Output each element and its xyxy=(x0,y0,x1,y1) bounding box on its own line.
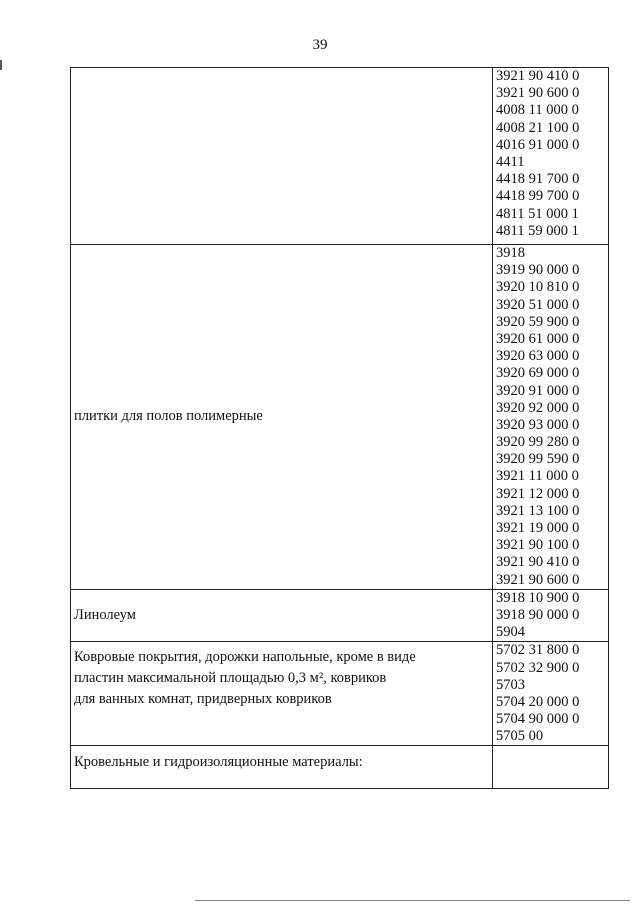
code-item: 5702 31 800 0 xyxy=(496,642,580,659)
code-item: 5703 xyxy=(496,676,525,693)
code-item: 3920 63 000 0 xyxy=(496,348,580,365)
code-item: 4411 xyxy=(496,153,525,170)
code-item: 3920 91 000 0 xyxy=(496,382,580,399)
code-item: 3920 93 000 0 xyxy=(496,416,580,433)
code-item: 5705 00 xyxy=(496,728,544,745)
code-item: 4418 99 700 0 xyxy=(496,188,580,205)
code-item: 3921 13 100 0 xyxy=(496,502,580,519)
code-item: 5904 xyxy=(496,624,525,641)
code-item: 3918 xyxy=(496,245,525,261)
codes-cell xyxy=(493,68,609,245)
code-item: 4016 91 000 0 xyxy=(496,136,580,153)
code-item: 4418 91 700 0 xyxy=(496,171,580,188)
codes-cell xyxy=(493,589,609,642)
code-item: 5704 20 000 0 xyxy=(496,693,580,710)
code-item: 3921 90 410 0 xyxy=(496,68,580,84)
table-row xyxy=(71,589,609,642)
description-cell xyxy=(71,68,493,245)
code-item: 4008 11 000 0 xyxy=(496,102,579,119)
code-item: 3921 12 000 0 xyxy=(496,485,580,502)
code-item: 3918 10 900 0 xyxy=(496,589,580,606)
table-row xyxy=(71,245,609,590)
description-cell xyxy=(71,642,493,746)
code-item: 3921 90 100 0 xyxy=(496,537,580,554)
code-item: 3921 11 000 0 xyxy=(496,468,579,485)
description-cell xyxy=(71,746,493,789)
code-item: 3921 90 600 0 xyxy=(496,85,580,102)
description-text: плитки для полов полимерные xyxy=(74,408,263,425)
code-item: 3920 69 000 0 xyxy=(496,365,580,382)
description-cell xyxy=(71,589,493,642)
code-item: 4811 51 000 1 xyxy=(496,205,579,222)
code-item: 3920 92 000 0 xyxy=(496,399,580,416)
description-line: для ванных комнат, придверных ковриков xyxy=(74,691,332,708)
code-item: 4811 59 000 1 xyxy=(496,222,579,239)
goods-codes-table xyxy=(70,67,609,789)
code-item: 5704 90 000 0 xyxy=(496,711,580,728)
code-item: 3920 10 810 0 xyxy=(496,279,580,296)
code-item: 3920 99 590 0 xyxy=(496,451,580,468)
description-line: пластин максимальной площадью 0,3 м², ковриков xyxy=(74,670,387,687)
code-item: 3921 90 600 0 xyxy=(496,571,580,588)
codes-cell xyxy=(493,642,609,746)
code-item: 3921 90 410 0 xyxy=(496,554,580,571)
description-text: Кровельные и гидроизоляционные материалы: xyxy=(74,754,363,771)
code-item: 3920 51 000 0 xyxy=(496,296,580,313)
code-item: 3921 19 000 0 xyxy=(496,520,580,536)
scan-footer-line xyxy=(195,900,630,901)
scan-edge-mark xyxy=(0,60,2,70)
table-row xyxy=(71,746,609,789)
code-item: 4008 21 100 0 xyxy=(496,119,580,136)
code-item: 3920 61 000 0 xyxy=(496,330,580,347)
code-item: 3918 90 000 0 xyxy=(496,606,580,623)
codes-cell xyxy=(493,245,609,590)
table-row xyxy=(71,68,609,245)
table-row xyxy=(71,642,609,746)
code-item: 3919 90 000 0 xyxy=(496,262,580,279)
code-item: 3920 59 900 0 xyxy=(496,313,580,330)
page-number: 39 xyxy=(312,37,328,53)
code-item: 5702 32 900 0 xyxy=(496,659,580,676)
description-line: Ковровые покрытия, дорожки напольные, кроме в виде xyxy=(74,649,416,666)
code-item: 3920 99 280 0 xyxy=(496,434,580,451)
description-text: Линолеум xyxy=(74,607,136,624)
codes-cell xyxy=(493,746,609,789)
description-cell xyxy=(71,245,493,590)
